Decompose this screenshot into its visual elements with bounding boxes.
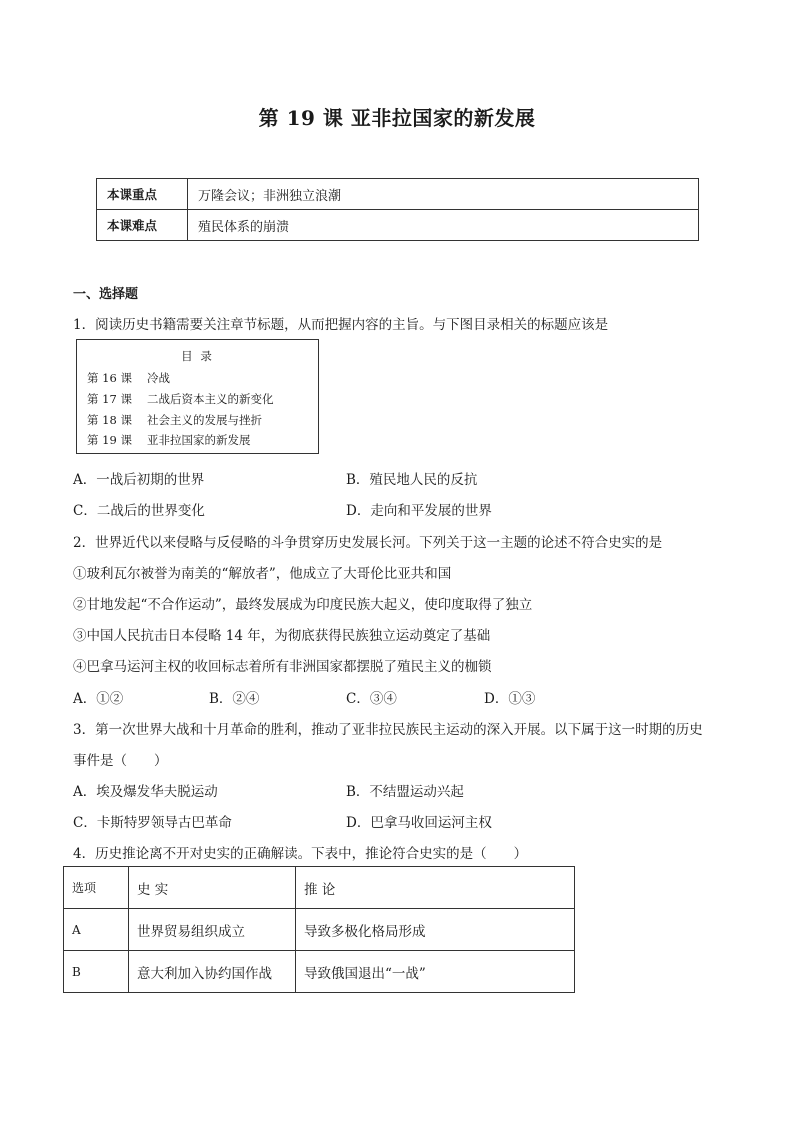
table-row <box>64 909 575 951</box>
q2-statement-1: ①玻利瓦尔被誉为南美的“解放者”，他成立了大哥伦比亚共和国 <box>73 566 452 582</box>
column-header: 推 论 <box>296 867 575 909</box>
table-cell: 世界贸易组织成立 <box>129 909 296 951</box>
table-cell: 导致俄国退出“一战” <box>296 951 575 993</box>
focus-value: 万隆会议；非洲独立浪潮 <box>188 179 699 210</box>
q1-stem: 1．阅读历史书籍需要关注章节标题，从而把握内容的主旨。与下图目录相关的标题应该是 <box>73 317 609 333</box>
table-row <box>97 210 699 241</box>
toc-row <box>87 370 170 386</box>
q4-stem: 4．历史推论离不开对史实的正确解读。下表中，推论符合史实的是（ ） <box>73 846 528 862</box>
q1-option-a[interactable]: A．一战后初期的世界 <box>73 472 205 488</box>
q3-stem: 3．第一次世界大战和十月革命的胜利，推动了亚非拉民族民主运动的深入开展。以下属于这一时期的历史 <box>73 722 703 738</box>
toc-lesson-title: 二战后资本主义的新变化 <box>147 392 274 406</box>
q3-option-d[interactable]: D．巴拿马收回运河主权 <box>346 815 492 831</box>
column-header: 史 实 <box>129 867 296 909</box>
q2-statement-3: ③中国人民抗击日本侵略 14 年，为彻底获得民族独立运动奠定了基础 <box>73 628 491 644</box>
table-row <box>64 951 575 993</box>
q3-option-a[interactable]: A．埃及爆发华夫脱运动 <box>73 784 218 800</box>
column-header: 选项 <box>64 867 129 909</box>
q1-option-d[interactable]: D．走向和平发展的世界 <box>346 503 492 519</box>
q2-stem: 2．世界近代以来侵略与反侵略的斗争贯穿历史发展长河。下列关于这一主题的论述不符合史实的是 <box>73 535 663 551</box>
toc-lesson-number: 第 17 课 <box>87 392 132 406</box>
focus-label: 本课重点 <box>97 179 188 210</box>
q4-inference-table <box>63 866 575 993</box>
q1-option-c[interactable]: C．二战后的世界变化 <box>73 503 205 519</box>
toc-lesson-number: 第 19 课 <box>87 433 132 447</box>
table-header-row <box>64 867 575 909</box>
q2-option-c[interactable]: C．③④ <box>346 691 397 707</box>
toc-row <box>87 432 251 448</box>
q2-statement-2: ②甘地发起“不合作运动”，最终发展成为印度民族大起义，使印度取得了独立 <box>73 597 533 613</box>
q2-option-a[interactable]: A．①② <box>73 691 124 707</box>
toc-lesson-number: 第 16 课 <box>87 371 132 385</box>
page-title: 第 19 课 亚非拉国家的新发展 <box>258 106 536 130</box>
table-cell: 意大利加入协约国作战 <box>129 951 296 993</box>
toc-heading: 目 录 <box>181 349 214 363</box>
toc-row <box>87 412 262 428</box>
table-row <box>97 179 699 210</box>
section-heading: 一、选择题 <box>73 287 139 302</box>
q2-option-d[interactable]: D．①③ <box>484 691 536 707</box>
toc-lesson-title: 冷战 <box>147 371 170 385</box>
q1-option-b[interactable]: B．殖民地人民的反抗 <box>346 472 478 488</box>
table-cell: B <box>64 951 129 993</box>
toc-lesson-title: 亚非拉国家的新发展 <box>147 433 251 447</box>
toc-lesson-number: 第 18 课 <box>87 413 132 427</box>
lesson-focus-table <box>96 178 699 241</box>
difficulty-value: 殖民体系的崩溃 <box>188 210 699 241</box>
toc-row <box>87 391 274 407</box>
q2-statement-4: ④巴拿马运河主权的收回标志着所有非洲国家都摆脱了殖民主义的枷锁 <box>73 659 492 675</box>
table-cell: A <box>64 909 129 951</box>
table-of-contents-figure <box>76 339 319 454</box>
q3-option-c[interactable]: C．卡斯特罗领导古巴革命 <box>73 815 232 831</box>
q3-option-b[interactable]: B．不结盟运动兴起 <box>346 784 464 800</box>
table-cell: 导致多极化格局形成 <box>296 909 575 951</box>
q2-option-b[interactable]: B．②④ <box>209 691 260 707</box>
q3-stem-continued: 事件是（ ） <box>73 753 168 769</box>
toc-lesson-title: 社会主义的发展与挫折 <box>147 413 262 427</box>
difficulty-label: 本课难点 <box>97 210 188 241</box>
